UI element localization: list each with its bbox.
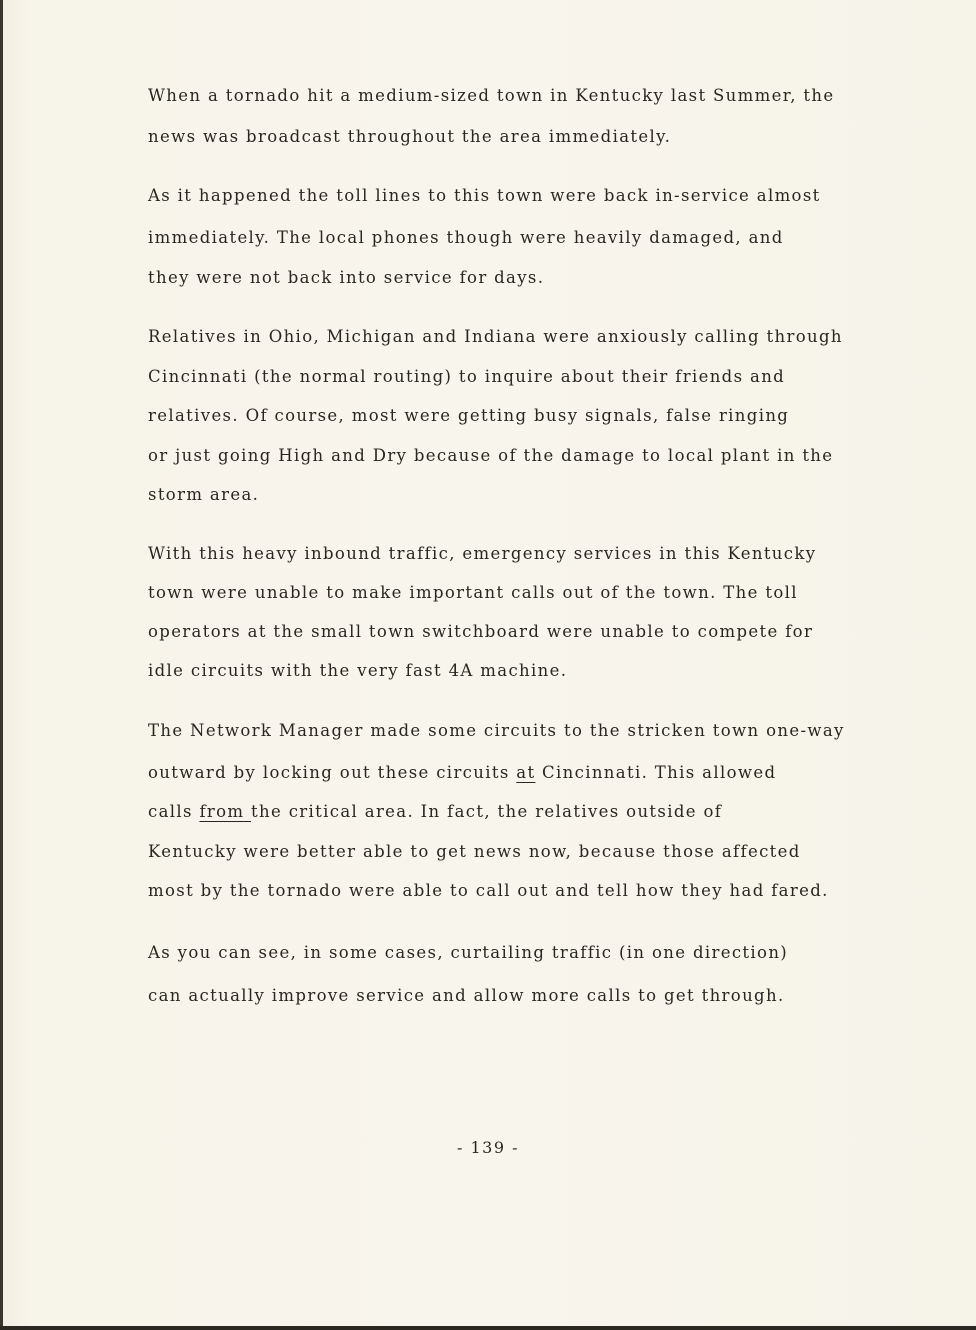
paragraph-3-line-2: Cincinnati (the normal routing) to inquire about their friends and — [148, 367, 786, 386]
paragraph-5-line-3 — [148, 802, 722, 822]
paragraph-2-line-1: As it happened the toll lines to this town were back in-service almost — [148, 186, 821, 205]
paragraph-2-line-2: immediately. The local phones though were heavily damaged, and — [148, 228, 784, 247]
underlined-from: from — [199, 802, 252, 821]
bottom-edge — [0, 1326, 976, 1330]
paragraph-4-line-2: town were unable to make important calls out of the town. The toll — [148, 583, 798, 602]
paragraph-5-line-2-start: outward by locking out these circuits — [148, 763, 517, 782]
underlined-at: at — [516, 763, 536, 782]
paragraph-5-line-1: The Network Manager made some circuits to the stricken town one-way — [148, 721, 845, 740]
paragraph-4-line-3: operators at the small town switchboard were unable to compete for — [148, 622, 814, 641]
paragraph-6-line-2: can actually improve service and allow more calls to get through. — [148, 986, 785, 1005]
paragraph-5-line-4: Kentucky were better able to get news now, because those affected — [148, 842, 801, 861]
paragraph-5-line-2-end: Cincinnati. This allowed — [535, 763, 777, 782]
paragraph-3-line-5: storm area. — [148, 485, 260, 504]
paragraph-3-line-4: or just going High and Dry because of the damage to local plant in the — [148, 446, 834, 465]
paragraph-1-line-1: When a tornado hit a medium-sized town in Kentucky last Summer, the — [148, 86, 835, 105]
paragraph-5-line-3-end: the critical area. In fact, the relatives outside of — [251, 802, 723, 821]
paragraph-5-line-2 — [148, 763, 776, 783]
paragraph-6-line-1: As you can see, in some cases, curtailing traffic (in one direction) — [148, 943, 789, 962]
paragraph-4-line-1: With this heavy inbound traffic, emergency services in this Kentucky — [148, 544, 817, 563]
paragraph-5-line-3-start: calls — [148, 802, 200, 821]
binding-edge — [0, 0, 3, 1330]
paragraph-4-line-4: idle circuits with the very fast 4A machine. — [148, 661, 568, 680]
paragraph-1-line-2: news was broadcast throughout the area immediately. — [148, 127, 672, 146]
paragraph-2-line-3: they were not back into service for days. — [148, 268, 545, 287]
page-number: - 139 - — [456, 1138, 520, 1157]
paragraph-3-line-3: relatives. Of course, most were getting busy signals, false ringing — [148, 406, 790, 425]
paragraph-5-line-5: most by the tornado were able to call out and tell how they had fared. — [148, 881, 829, 900]
paragraph-3-line-1: Relatives in Ohio, Michigan and Indiana were anxiously calling through — [148, 327, 843, 346]
